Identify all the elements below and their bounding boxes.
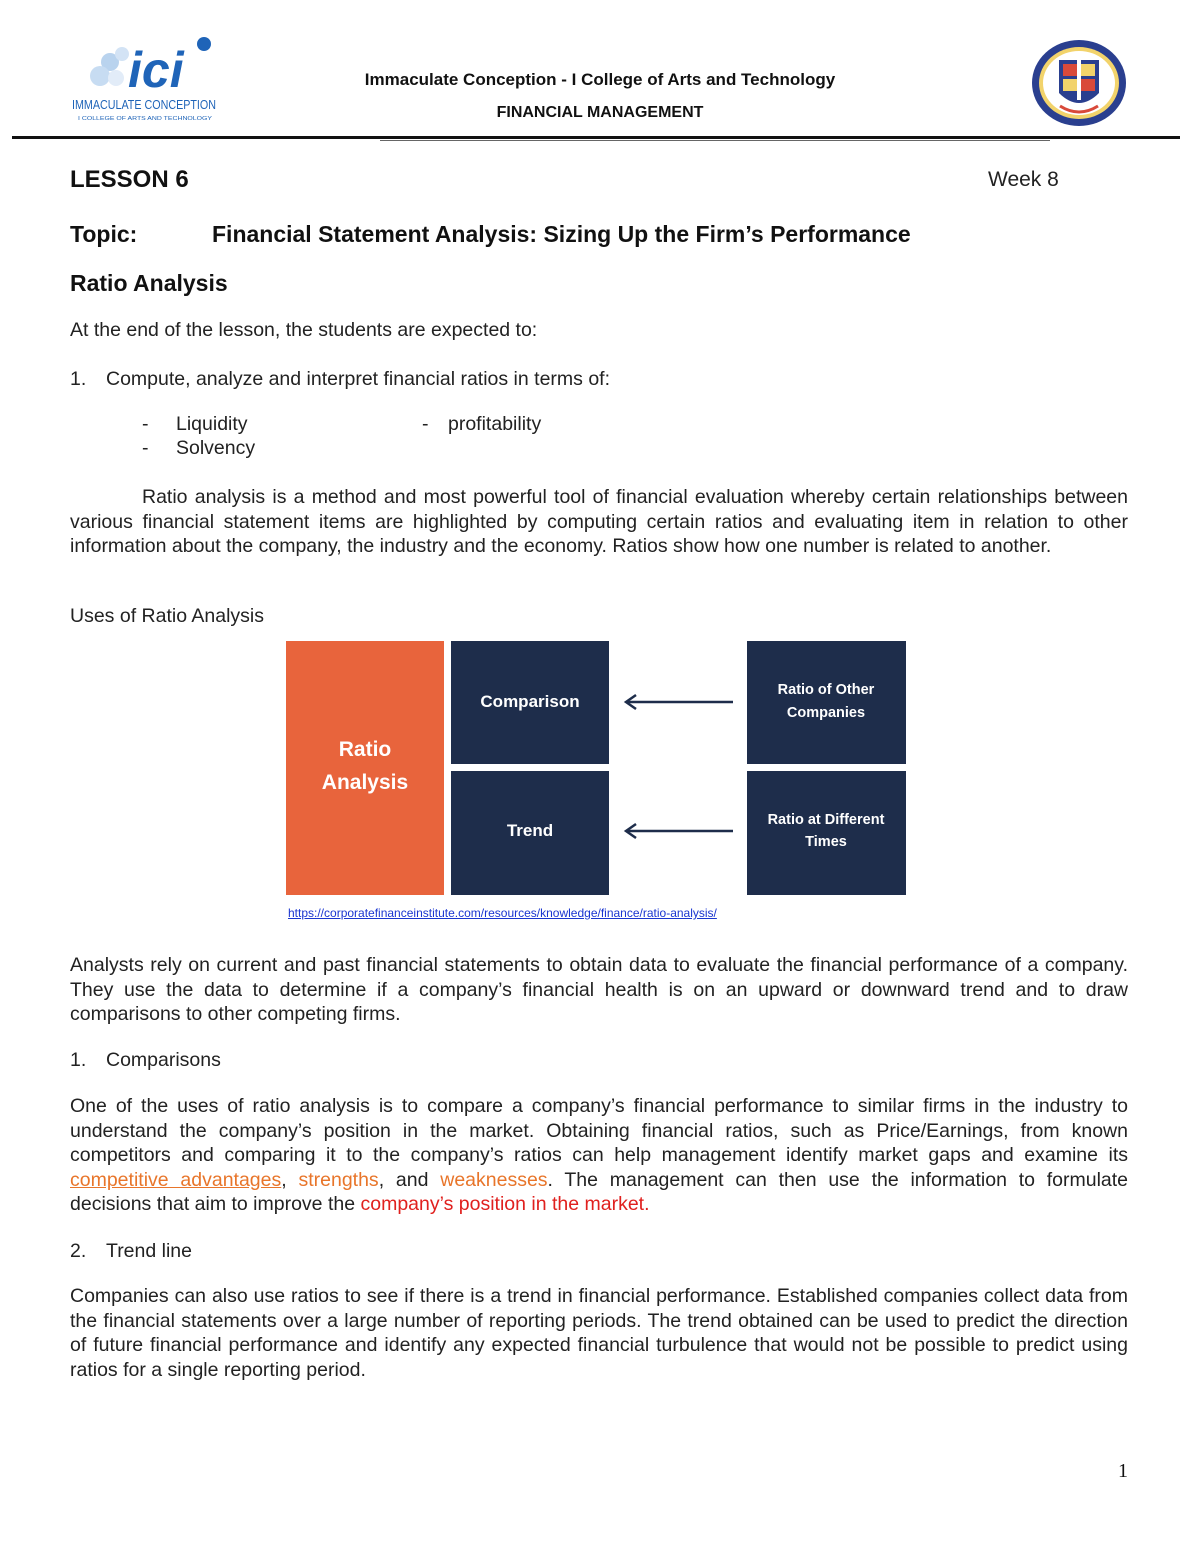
source-link[interactable]: https://corporatefinanceinstitute.com/resources/knowledge/finance/ratio-analysis/ bbox=[288, 906, 717, 920]
header-divider-thin bbox=[380, 140, 1050, 141]
bullet-dash: - bbox=[142, 437, 149, 459]
ratio-analysis-label: Analysis bbox=[321, 771, 409, 794]
uses-heading: Uses of Ratio Analysis bbox=[70, 605, 265, 627]
logo-title: IMMACULATE CONCEPTION bbox=[72, 98, 216, 112]
page-number: 1 bbox=[1118, 1460, 1128, 1482]
different-times-label: Times bbox=[805, 834, 847, 850]
section-title: Ratio Analysis bbox=[70, 270, 228, 296]
other-companies-box bbox=[747, 641, 906, 764]
bullet-liquidity: Liquidity bbox=[176, 413, 248, 435]
objective-number: 1. bbox=[70, 368, 87, 390]
institution-name: Immaculate Conception - I College of Arts and Technology bbox=[364, 70, 836, 89]
and-text: , and bbox=[378, 1168, 429, 1191]
topic-label: Topic: bbox=[70, 221, 138, 247]
arrow-left-icon bbox=[626, 695, 733, 709]
trend-label: Trend bbox=[506, 821, 554, 840]
college-seal bbox=[1030, 38, 1128, 128]
comparisons-heading: Comparisons bbox=[106, 1049, 221, 1071]
lesson-title: LESSON 6 bbox=[70, 166, 189, 193]
comparison-label: Comparison bbox=[480, 692, 580, 711]
analysts-paragraph: Analysts rely on current and past financial statements to obtain data to evaluate the financial performance of a company. They use the data to determine if a company’s financial health is on an upward or downward trend and to draw comparisons to other competing firms. bbox=[70, 954, 1128, 1025]
bullet-dash: - bbox=[142, 413, 149, 435]
trend-heading: Trend line bbox=[106, 1240, 192, 1262]
comma: , bbox=[281, 1168, 287, 1191]
bullet-profitability: profitability bbox=[448, 413, 542, 435]
competitive-advantages-link[interactable]: competitive advantages bbox=[70, 1168, 282, 1191]
bullet-solvency: Solvency bbox=[176, 437, 256, 459]
strengths-link[interactable]: strengths bbox=[298, 1168, 379, 1191]
other-companies-label: Ratio of Other bbox=[777, 682, 875, 698]
comparisons-paragraph bbox=[70, 1094, 1128, 1217]
ratio-analysis-label: Ratio bbox=[338, 738, 392, 761]
objectives-intro: At the end of the lesson, the students are expected to: bbox=[70, 319, 538, 341]
market-position-link[interactable]: company’s position in the market. bbox=[360, 1193, 650, 1215]
comparisons-text: . The management can then use the information to formulate decisions that aim to improve the bbox=[70, 1168, 1129, 1215]
other-companies-label: Companies bbox=[786, 705, 866, 721]
different-times-label: Ratio at Different bbox=[767, 812, 885, 828]
arrow-left-icon bbox=[626, 824, 733, 838]
comparisons-number: 1. bbox=[70, 1049, 87, 1071]
svg-text:ici: ici bbox=[128, 42, 184, 98]
topic-title: Financial Statement Analysis: Sizing Up the Firm’s Performance bbox=[212, 221, 911, 247]
ratio-analysis-box bbox=[286, 641, 444, 895]
trend-number: 2. bbox=[70, 1240, 87, 1262]
trend-paragraph: Companies can also use ratios to see if there is a trend in financial performance. Established companies collect data from the financial statements over a large number of reporting periods. The trend obtained can be used to predict the direction of future financial performance and identify any expected financial turbulence that would not be possible to predict using ratios for a single reporting period. bbox=[70, 1285, 1128, 1381]
course-name: FINANCIAL MANAGEMENT bbox=[496, 104, 704, 121]
objective-text: Compute, analyze and interpret financial ratios in terms of: bbox=[106, 368, 611, 390]
uses-diagram bbox=[286, 640, 908, 896]
header-divider bbox=[12, 136, 1180, 139]
bullet-dash: - bbox=[422, 413, 429, 435]
definition-paragraph: Ratio analysis is a method and most powerful tool of financial evaluation whereby certain relationships between various financial statement items are highlighted by computing certain ratios and evaluating item in relation to other information about the company, the industry and the economy. Ratios show how one number is related to another. bbox=[70, 486, 1128, 557]
comparisons-text: One of the uses of ratio analysis is to compare a company’s financial performance to similar firms in the industry to understand the company’s position in the market. Obtaining financial ratios, such as Price/Earnings, from known competitors and comparing it to the company’s ratios can help management identify market gaps and examine its bbox=[70, 1095, 1128, 1166]
week-label: Week 8 bbox=[988, 168, 1059, 191]
weaknesses-link[interactable]: weaknesses bbox=[440, 1168, 548, 1191]
college-logo bbox=[70, 32, 220, 127]
logo-subtitle: I COLLEGE OF ARTS AND TECHNOLOGY bbox=[78, 116, 213, 122]
different-times-box bbox=[747, 771, 906, 895]
